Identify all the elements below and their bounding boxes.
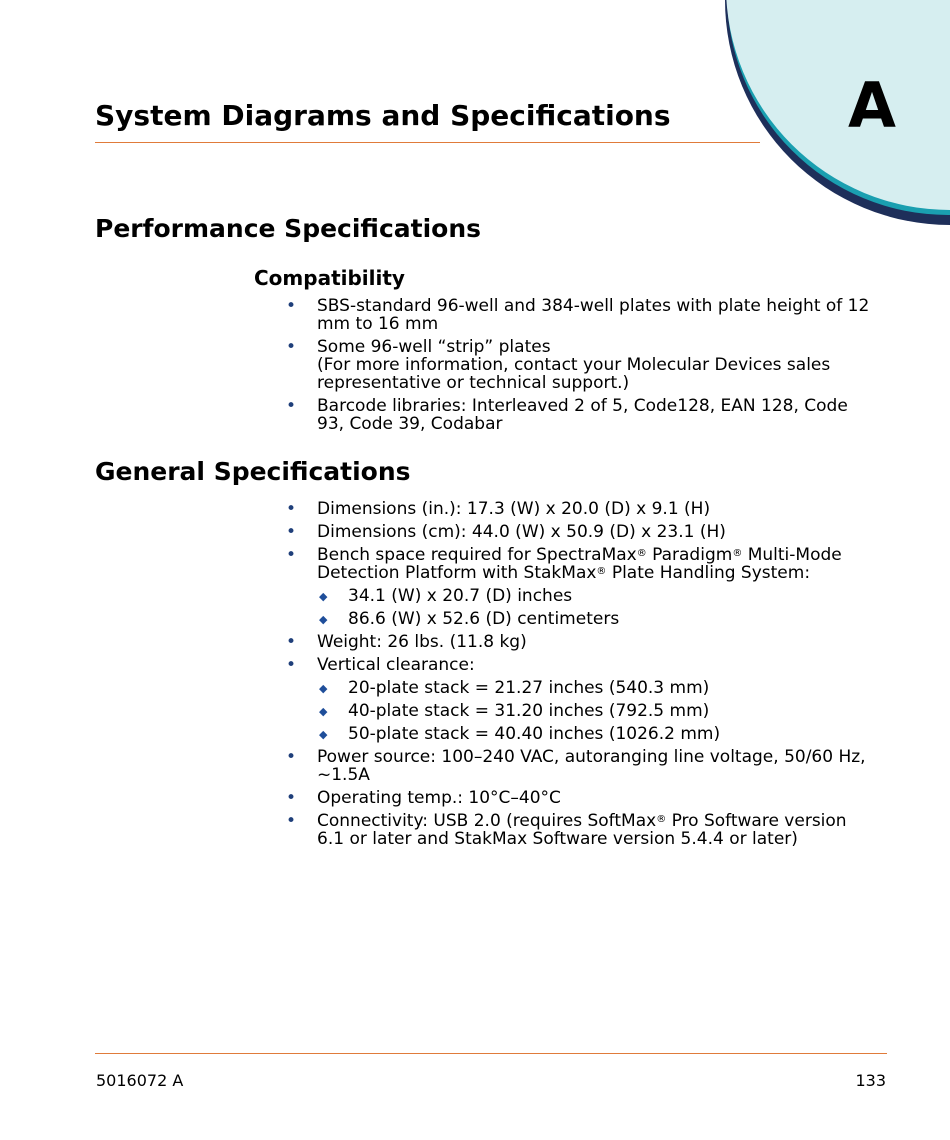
document-number: 5016072 A [96, 1071, 184, 1090]
bullet-icon: • [286, 632, 297, 652]
bullet-icon: • [286, 747, 297, 767]
item-text: 34.1 (W) x 20.7 (D) inches [348, 586, 573, 606]
diamond-bullet-icon: ◆ [319, 613, 328, 626]
item-text: 20-plate stack = 21.27 inches (540.3 mm) [348, 678, 710, 698]
bullet-icon: • [286, 788, 297, 808]
bullet-icon: • [286, 396, 297, 416]
list-item [0, 789, 877, 807]
registered-mark: ® [596, 566, 607, 577]
bullet-icon: • [286, 522, 297, 542]
item-text: Connectivity: USB 2.0 (requires SoftMax® Pro Software version 6.1 or later and StakMax Software version 5.4.4 or later) [317, 811, 847, 849]
sub-list-item [0, 587, 878, 605]
chapter-letter: A [848, 69, 896, 142]
item-text: SBS-standard 96-well and 384-well plates with plate height of 12 mm to 16 mm [317, 296, 870, 334]
sub-list-item [0, 702, 878, 720]
page-title: System Diagrams and Specifications [95, 99, 671, 132]
item-text: Barcode libraries: Interleaved 2 of 5, Code128, EAN 128, Code 93, Code 39, Codabar [317, 396, 848, 434]
compatibility-list [0, 297, 950, 438]
item-text: Dimensions (cm): 44.0 (W) x 50.9 (D) x 23.1 (H) [317, 522, 726, 542]
registered-mark: ® [656, 814, 667, 825]
list-item [0, 338, 877, 392]
item-text: Bench space required for SpectraMax® Paradigm® Multi-Mode Detection Platform with StakMax® Plate Handling System: [317, 545, 842, 583]
bullet-icon: • [286, 655, 297, 675]
registered-mark: ® [732, 548, 743, 559]
list-item [0, 748, 877, 784]
item-text: Vertical clearance: [317, 655, 475, 675]
item-text: Power source: 100–240 VAC, autoranging line voltage, 50/60 Hz, ~1.5A [317, 747, 866, 785]
diamond-bullet-icon: ◆ [319, 682, 328, 695]
list-item [0, 633, 877, 651]
item-text: Weight: 26 lbs. (11.8 kg) [317, 632, 527, 652]
general-specs-list [0, 500, 950, 853]
title-rule [95, 142, 760, 143]
list-item [0, 656, 877, 674]
item-text: 86.6 (W) x 52.6 (D) centimeters [348, 609, 620, 629]
bullet-icon: • [286, 545, 297, 565]
sub-list-item [0, 725, 878, 743]
performance-specifications-heading: Performance Specifications [95, 214, 482, 243]
list-item [0, 546, 877, 582]
diamond-bullet-icon: ◆ [319, 705, 328, 718]
list-item [0, 297, 877, 333]
list-item [0, 397, 877, 433]
diamond-bullet-icon: ◆ [319, 728, 328, 741]
item-note: (For more information, contact your Molecular Devices sales representative or technical support.) [317, 355, 831, 393]
item-text: 40-plate stack = 31.20 inches (792.5 mm) [348, 701, 710, 721]
bullet-icon: • [286, 296, 297, 316]
general-specifications-heading: General Specifications [95, 457, 411, 486]
list-item [0, 500, 877, 518]
item-text: Dimensions (in.): 17.3 (W) x 20.0 (D) x 9.1 (H) [317, 499, 711, 519]
bullet-icon: • [286, 499, 297, 519]
page-number: 133 [855, 1071, 886, 1090]
sub-list-item [0, 679, 878, 697]
list-item [0, 523, 877, 541]
bullet-icon: • [286, 337, 297, 357]
footer-rule [95, 1053, 887, 1054]
bullet-icon: • [286, 811, 297, 831]
diamond-bullet-icon: ◆ [319, 590, 328, 603]
sub-list-item [0, 610, 878, 628]
item-text: 50-plate stack = 40.40 inches (1026.2 mm) [348, 724, 721, 744]
list-item [0, 812, 877, 848]
item-text: Some 96-well “strip” plates [317, 337, 551, 357]
item-text: Operating temp.: 10°C–40°C [317, 788, 561, 808]
registered-mark: ® [636, 548, 647, 559]
compatibility-heading: Compatibility [254, 266, 405, 290]
